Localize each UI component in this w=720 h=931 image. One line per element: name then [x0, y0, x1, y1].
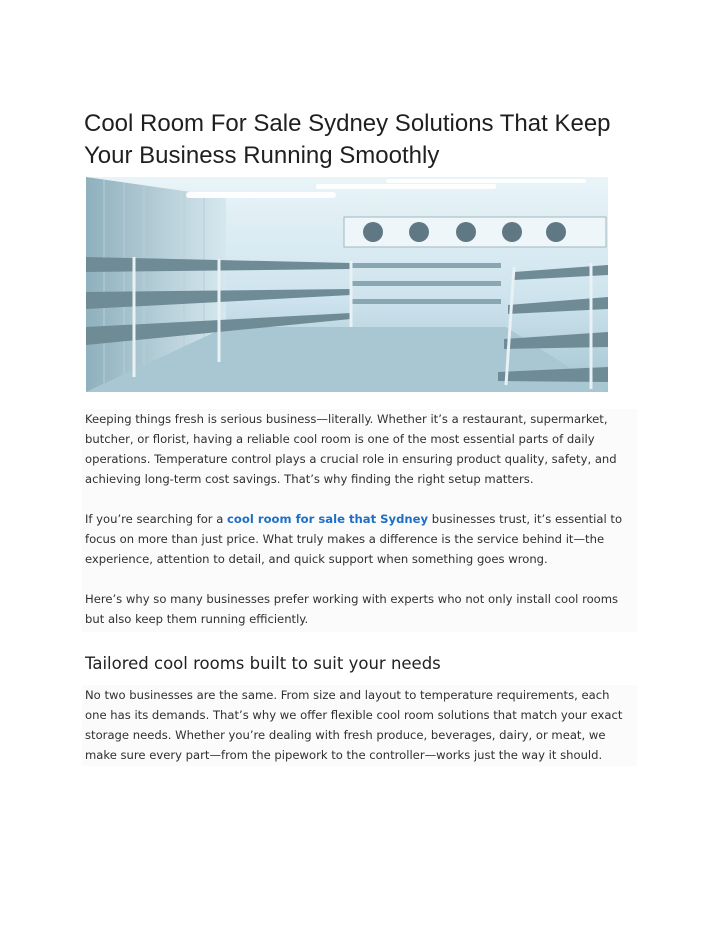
closing-paragraph: Here’s why so many businesses prefer working with experts who not only install cool rooms but also keep them running efficiently. — [85, 592, 619, 626]
intro-section — [82, 409, 637, 632]
cool-room-photo — [86, 177, 608, 392]
section-heading: Tailored cool rooms built to suit your needs — [85, 654, 441, 673]
intro-paragraph: Keeping things fresh is serious business—literally. Whether it’s a restaurant, supermarket, butcher, or florist, having a reliable cool room is one of the most essential parts of daily operations. Temperature control plays a crucial role in ensuring product quality, safety, and achieving long-term cost savings. That’s why finding the right setup matters. — [85, 412, 617, 486]
link-paragraph-after: businesses trust, it’s essential to focus on more than just price. What truly makes a difference is the service behind it—the experience, attention to detail, and quick support when something goes wrong. — [85, 512, 623, 566]
link-paragraph-before: If you’re searching for a — [85, 512, 228, 526]
section-paragraph: No two businesses are the same. From size and layout to temperature requirements, each one has its demands. That’s why we offer flexible cool room solutions that match your exact storage needs. Whether you’re dealing with fresh produce, beverages, dairy, or meat, we make sure every part—from the pipework to the controller—works just the way it should. — [85, 688, 623, 762]
cool-room-sale-link[interactable]: cool room for sale that Sydney — [227, 512, 429, 526]
link-paragraph — [82, 509, 637, 569]
tailored-section — [82, 685, 637, 766]
page-title: Cool Room For Sale Sydney Solutions That Keep Your Business Running Smoothly — [84, 110, 611, 169]
